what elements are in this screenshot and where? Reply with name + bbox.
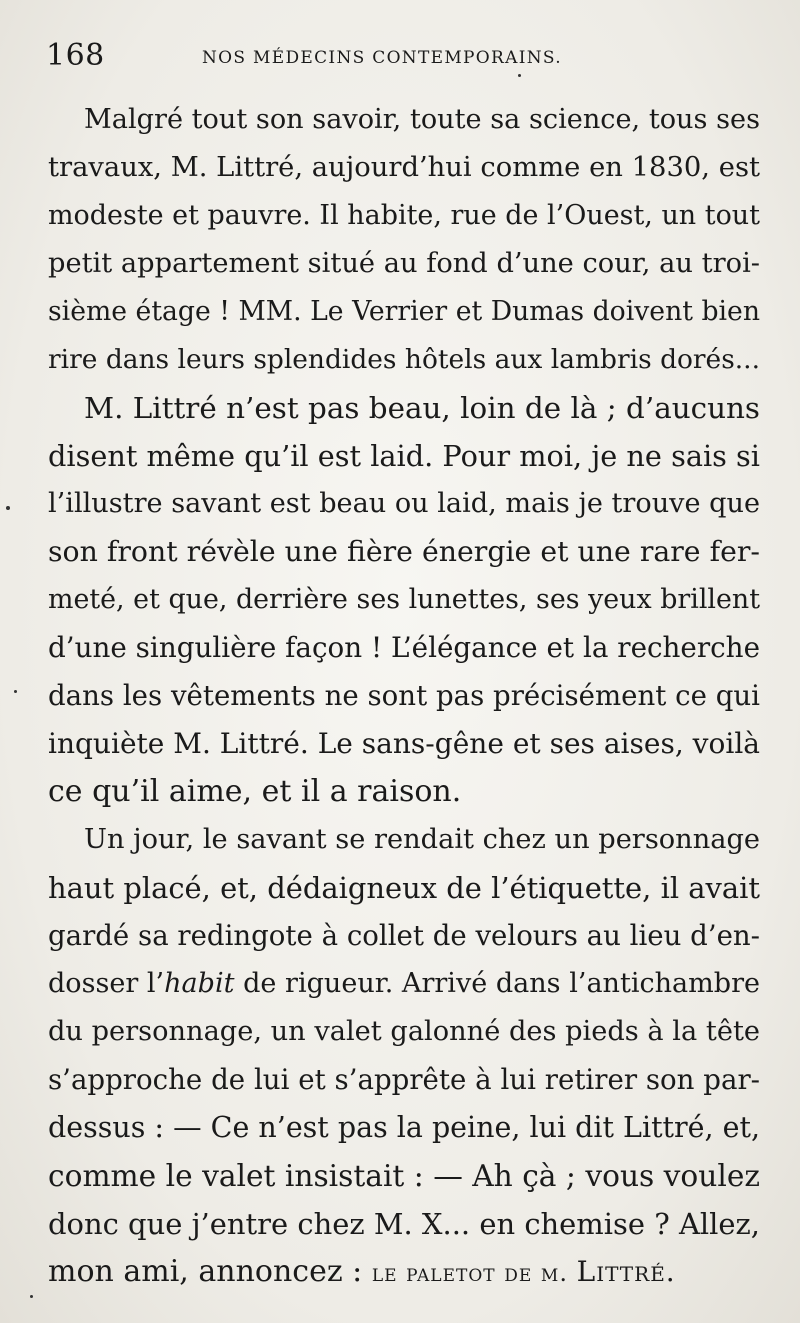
text-line: du personnage, un valet galonné des pieds à la tête	[48, 1016, 760, 1047]
text-line: Un jour, le savant se rendait chez un personnage	[84, 824, 760, 855]
text-line-final	[48, 1248, 760, 1296]
italic-word: habit	[164, 968, 235, 999]
line-start: mon ami, annoncez :	[48, 1254, 372, 1289]
text-line: rire dans leurs splendides hôtels aux lambris dorés...	[48, 344, 760, 375]
text-line: d’une singulière façon ! L’élégance et la recherche	[48, 631, 760, 664]
text-line: son front révèle une fière énergie et une rare fer-	[48, 535, 760, 568]
line-start: dosser l’	[48, 968, 165, 999]
print-speck	[14, 690, 17, 693]
line-end: de rigueur. Arrivé dans l’antichambre	[234, 968, 760, 999]
text-line: comme le valet insistait : — Ah çà ; vous voulez	[48, 1158, 760, 1193]
text-line: dessus : — Ce n’est pas la peine, lui dit Littré, et,	[48, 1111, 760, 1144]
text-line: sième étage ! MM. Le Verrier et Dumas doivent bien	[48, 296, 760, 327]
page-header	[46, 38, 756, 78]
text-line: meté, et que, derrière ses lunettes, ses yeux brillent	[48, 584, 760, 615]
paragraph-1	[48, 96, 760, 384]
text-line: l’illustre savant est beau ou laid, mais je trouve que	[48, 488, 760, 519]
text-line: donc que j’entre chez M. X... en chemise ? Allez,	[48, 1207, 760, 1241]
body-text	[48, 96, 760, 1296]
text-line: M. Littré n’est pas beau, loin de là ; d’aucuns	[84, 391, 760, 425]
text-line: petit appartement situé au fond d’une cour, au troi-	[48, 248, 760, 279]
smallcaps-name: Littré.	[576, 1255, 676, 1288]
paragraph-2	[48, 384, 760, 816]
smallcaps-phrase: le paletot de m.	[371, 1259, 577, 1287]
text-line: travaux, M. Littré, aujourd’hui comme en 1830, est	[48, 152, 760, 183]
text-line: modeste et pauvre. Il habite, rue de l’Ouest, un tout	[48, 200, 760, 231]
text-line: dans les vêtements ne sont pas précisément ce qui	[48, 679, 760, 712]
text-line: haut placé, et, dédaigneux de l’étiquette, il avait	[48, 871, 760, 905]
print-speck	[6, 506, 10, 510]
text-line: gardé sa redingote à collet de velours au lieu d’en-	[48, 919, 760, 952]
print-speck	[30, 1295, 33, 1298]
page-number: 168	[46, 38, 105, 73]
text-line: s’approche de lui et s’apprête à lui retirer son par-	[48, 1063, 760, 1096]
text-line: disent même qu’il est laid. Pour moi, je ne sais si	[48, 439, 760, 473]
text-line: ce qu’il aime, et il a raison.	[48, 774, 462, 809]
text-line: inquiète M. Littré. Le sans-gêne et ses aises, voilà	[48, 727, 760, 760]
paragraph-3	[48, 816, 760, 1296]
running-head: NOS MÉDECINS CONTEMPORAINS.	[202, 48, 562, 68]
text-line: Malgré tout son savoir, toute sa science, tous ses	[84, 104, 760, 135]
print-speck	[518, 74, 521, 77]
text-line-habit	[48, 960, 760, 1008]
